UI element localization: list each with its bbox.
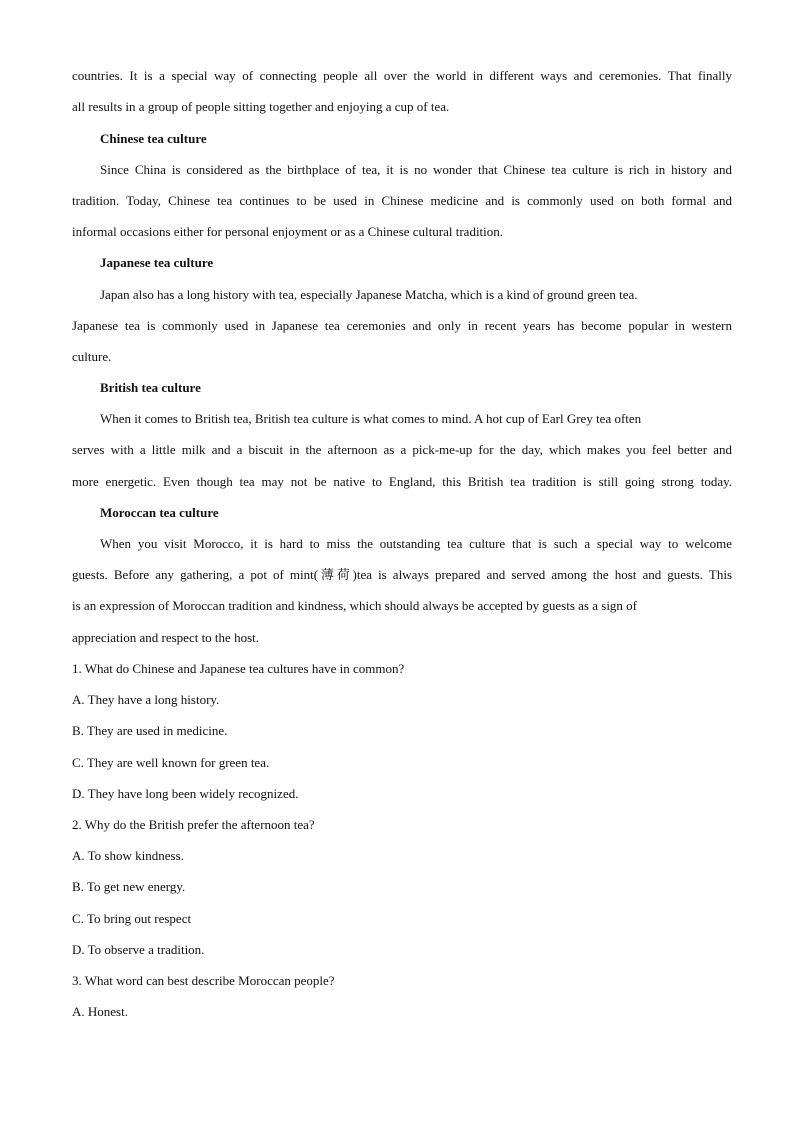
paragraph-line: When it comes to British tea, British tea culture is what comes to mind. A hot cup of Earl Grey tea often [100, 411, 642, 426]
answer-option: A. Honest. [72, 1004, 128, 1019]
paragraph-line: serves with a little milk and a biscuit in the afternoon as a pick-me-up for the day, which makes you feel better and [72, 442, 732, 457]
paragraph-line: tradition. Today, Chinese tea continues to be used in Chinese medicine and is commonly used on both formal and [72, 193, 732, 208]
paragraph-line: informal occasions either for personal enjoyment or as a Chinese cultural tradition. [72, 224, 504, 239]
paragraph-line: culture. [72, 349, 112, 364]
question-stem-2: 2. Why do the British prefer the afternoon tea? [72, 817, 315, 832]
paragraph-line: Japan also has a long history with tea, especially Japanese Matcha, which is a kind of ground green tea. [100, 287, 638, 302]
section-heading-moroccan: Moroccan tea culture [100, 505, 219, 520]
answer-option: B. They are used in medicine. [72, 723, 228, 738]
answer-option: D. To observe a tradition. [72, 942, 205, 957]
passage-intro-line: all results in a group of people sitting together and enjoying a cup of tea. [72, 99, 450, 114]
paragraph-line: guests. Before any gathering, a pot of mint(薄荷)tea is always prepared and served among the host and guests. This [72, 567, 732, 582]
question-stem-3: 3. What word can best describe Moroccan people? [72, 973, 335, 988]
answer-option: A. To show kindness. [72, 848, 184, 863]
paragraph-line: more energetic. Even though tea may not be native to England, this British tea tradition is still going strong today. [72, 474, 732, 489]
answer-option: C. They are well known for green tea. [72, 755, 270, 770]
paragraph-line: Since China is considered as the birthplace of tea, it is no wonder that Chinese tea culture is rich in history and [100, 162, 732, 177]
answer-option: B. To get new energy. [72, 879, 186, 894]
paragraph-line: appreciation and respect to the host. [72, 630, 259, 645]
question-stem-1: 1. What do Chinese and Japanese tea cultures have in common? [72, 661, 405, 676]
paragraph-line: is an expression of Moroccan tradition and kindness, which should always be accepted by guests as a sign of [72, 598, 638, 613]
paragraph-line: When you visit Morocco, it is hard to miss the outstanding tea culture that is such a special way to welcome [100, 536, 732, 551]
answer-option: A. They have a long history. [72, 692, 220, 707]
paragraph-line: Japanese tea is commonly used in Japanese tea ceremonies and only in recent years has become popular in western [72, 318, 732, 333]
passage-intro-line: countries. It is a special way of connecting people all over the world in different ways and ceremonies. That finally [72, 68, 732, 83]
answer-option: D. They have long been widely recognized. [72, 786, 299, 801]
section-heading-british: British tea culture [100, 380, 201, 395]
section-heading-japanese: Japanese tea culture [100, 255, 214, 270]
answer-option: C. To bring out respect [72, 911, 192, 926]
section-heading-chinese: Chinese tea culture [100, 131, 207, 146]
